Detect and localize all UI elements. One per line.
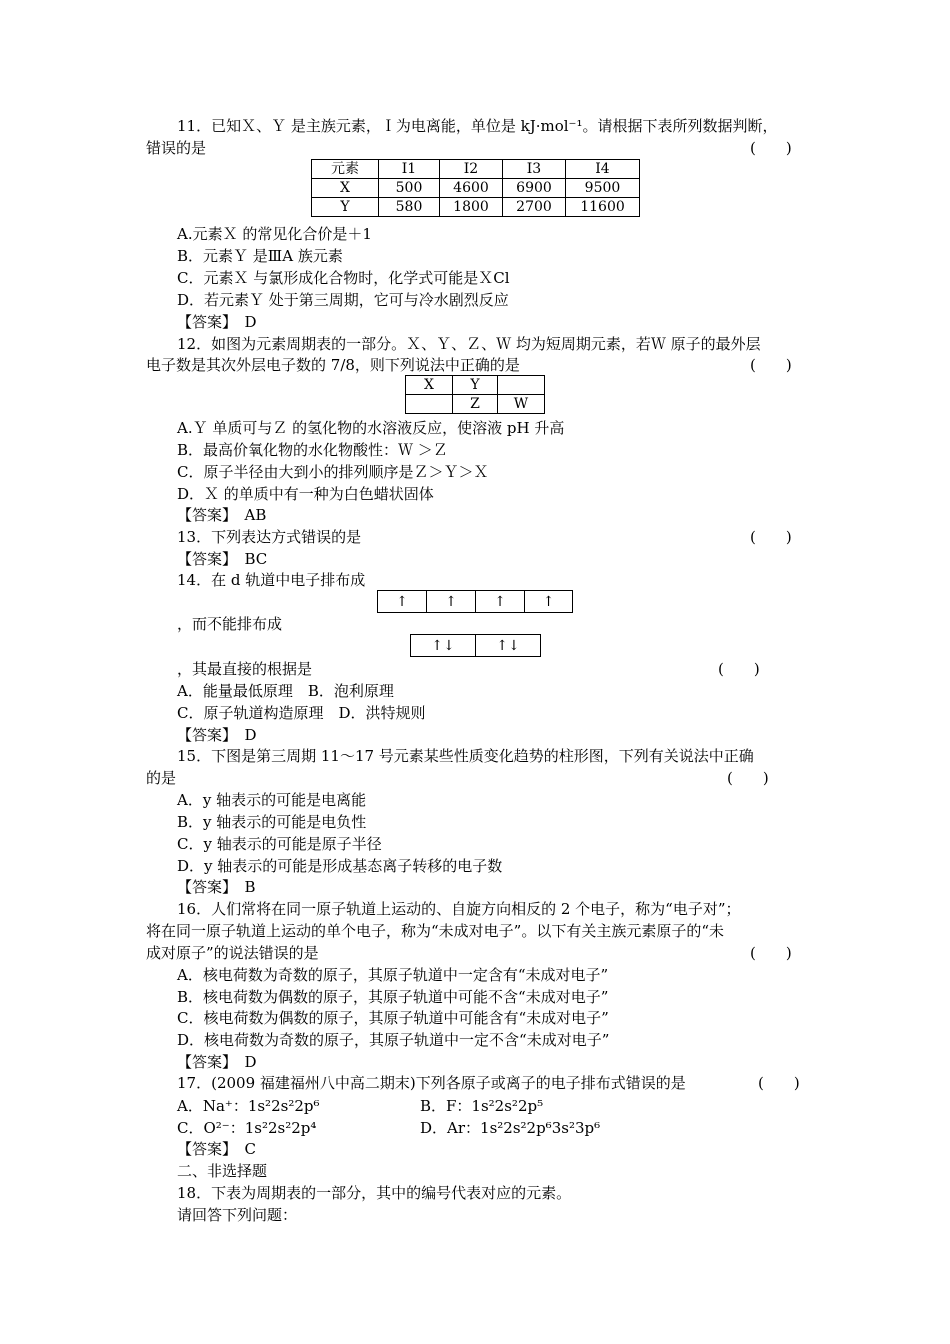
q12-option-a: A.Ｙ 单质可与Ｚ 的氢化物的水溶液反应，使溶液 pH 升高 xyxy=(177,419,565,437)
q17-stem: 17．(2009 福建福州八中高二期末)下列各原子或离子的电子排布式错误的是 xyxy=(177,1074,686,1092)
q12-option-b: B．最高价氧化物的水化物酸性：Ｗ ＞Ｚ xyxy=(177,441,448,459)
table-cell: X xyxy=(406,376,453,395)
table-cell: 2700 xyxy=(503,198,566,217)
q15-option-c: C．y 轴表示的可能是原子半径 xyxy=(177,835,382,853)
q16-answer: 【答案】 D xyxy=(177,1053,257,1071)
q14-stem-line2: ，而不能排布成 xyxy=(177,615,283,633)
periodic-table-fragment xyxy=(405,375,545,414)
q17-answer-paren: ( ) xyxy=(758,1074,800,1092)
table-header-row xyxy=(312,160,640,179)
q18-stem-line1: 18．下表为周期表的一部分，其中的编号代表对应的元素。 xyxy=(177,1184,572,1202)
orbital-box: ↑ xyxy=(427,591,476,612)
table-row xyxy=(312,179,640,198)
orbital-box: ↑↓ xyxy=(411,635,476,656)
q15-stem-line2: 的是 xyxy=(146,769,177,787)
q17-answer: 【答案】 C xyxy=(177,1140,256,1158)
table-cell: W xyxy=(498,395,545,414)
table-header-cell: I4 xyxy=(566,160,640,179)
q16-option-b: B．核电荷数为偶数的原子，其原子轨道中可能不含“未成对电子” xyxy=(177,988,609,1006)
q16-option-a: A．核电荷数为奇数的原子，其原子轨道中一定含有“未成对电子” xyxy=(177,966,609,984)
q11-option-c: C．元素Ｘ 与氯形成化合物时，化学式可能是ＸCl xyxy=(177,269,510,287)
q18-stem-line2: 请回答下列问题： xyxy=(177,1206,298,1224)
q15-answer-paren: ( ) xyxy=(727,769,769,787)
table-row xyxy=(406,376,545,395)
table-cell: 580 xyxy=(379,198,440,217)
table-cell: 9500 xyxy=(566,179,640,198)
table-cell: 11600 xyxy=(566,198,640,217)
table-cell: 1800 xyxy=(440,198,503,217)
q16-option-d: D．核电荷数为奇数的原子，其原子轨道中一定不含“未成对电子” xyxy=(177,1031,610,1049)
table-cell: Y xyxy=(312,198,379,217)
q12-stem-line1: 12．如图为元素周期表的一部分。Ｘ、Ｙ、Ｚ、Ｗ 均为短周期元素，若Ｗ 原子的最外层 xyxy=(177,335,761,353)
q15-option-d: D．y 轴表示的可能是形成基态离子转移的电子数 xyxy=(177,857,503,875)
orbital-box: ↑ xyxy=(476,591,525,612)
q12-option-c: C．原子半径由大到小的排列顺序是Ｚ＞Ｙ＞Ｘ xyxy=(177,463,489,481)
q12-option-d: D．Ｘ 的单质中有一种为白色蜡状固体 xyxy=(177,485,434,503)
q15-stem-line1: 15．下图是第三周期 11～17 号元素某些性质变化趋势的柱形图，下列有关说法中正确 xyxy=(177,747,754,765)
q16-stem-line3: 成对原子”的说法错误的是 xyxy=(146,944,319,962)
q11-answer-paren: ( ) xyxy=(750,139,792,157)
q16-stem-line2: 将在同一原子轨道上运动的单个电子，称为“未成对电子”。以下有关主族元素原子的“未 xyxy=(146,922,725,940)
table-cell: 500 xyxy=(379,179,440,198)
orbital-box: ↑ xyxy=(542,593,555,610)
q17-option-b: B．F：1s²2s²2p⁵ xyxy=(420,1097,544,1115)
q15-option-a: A．y 轴表示的可能是电离能 xyxy=(177,791,367,809)
q14-stem-line1: 14．在 d 轨道中电子排布成 xyxy=(177,571,366,589)
q16-answer-paren: ( ) xyxy=(750,944,792,962)
q17-option-c: C．O²⁻：1s²2s²2p⁴ xyxy=(177,1119,317,1137)
q11-option-d: D．若元素Ｙ 处于第三周期，它可与冷水剧烈反应 xyxy=(177,291,509,309)
q13-answer-paren: ( ) xyxy=(750,528,792,546)
q16-option-c: C．核电荷数为偶数的原子，其原子轨道中可能含有“未成对电子” xyxy=(177,1009,609,1027)
q11-stem-line2: 错误的是 xyxy=(146,139,207,157)
q17-option-d: D．Ar：1s²2s²2p⁶3s²3p⁶ xyxy=(420,1119,601,1137)
ionization-energy-table xyxy=(311,159,640,217)
table-row xyxy=(406,395,545,414)
q12-answer-paren: ( ) xyxy=(750,356,792,374)
orbital-box: ↑↓ xyxy=(496,637,520,654)
table-cell xyxy=(498,376,545,395)
table-header-cell: I3 xyxy=(503,160,566,179)
q14-options-cd: C．原子轨道构造原理 D．洪特规则 xyxy=(177,704,426,722)
q16-stem-line1: 16．人们常将在同一原子轨道上运动的、自旋方向相反的 2 个电子，称为“电子对”； xyxy=(177,900,741,918)
section-heading: 二、非选择题 xyxy=(177,1162,268,1180)
table-cell: Z xyxy=(453,395,498,414)
q17-option-a: A．Na⁺：1s²2s²2p⁶ xyxy=(177,1097,320,1115)
q15-option-b: B．y 轴表示的可能是电负性 xyxy=(177,813,367,831)
orbital-boxes-valid xyxy=(377,590,573,613)
q11-option-a: A.元素Ｘ 的常见化合价是＋1 xyxy=(177,225,372,243)
q13-answer: 【答案】 BC xyxy=(177,550,268,568)
table-header-cell: I2 xyxy=(440,160,503,179)
orbital-boxes-invalid xyxy=(410,634,541,657)
q12-answer: 【答案】 AB xyxy=(177,506,267,524)
orbital-box: ↑ xyxy=(378,591,427,612)
q14-stem-line3: ，其最直接的根据是 xyxy=(177,660,313,678)
q13-stem: 13．下列表达方式错误的是 xyxy=(177,528,362,546)
table-cell: 4600 xyxy=(440,179,503,198)
q11-answer: 【答案】 D xyxy=(177,313,257,331)
table-cell: 6900 xyxy=(503,179,566,198)
q11-option-b: B．元素Ｙ 是ⅢA 族元素 xyxy=(177,247,343,265)
table-cell xyxy=(406,395,453,414)
table-row xyxy=(312,198,640,217)
table-header-cell: 元素 xyxy=(312,160,379,179)
q14-options-ab: A．能量最低原理 B．泡利原理 xyxy=(177,682,394,700)
q15-answer: 【答案】 B xyxy=(177,878,256,896)
q14-answer: 【答案】 D xyxy=(177,726,257,744)
table-cell: Y xyxy=(453,376,498,395)
q14-answer-paren: ( ) xyxy=(718,660,760,678)
q12-stem-line2: 电子数是其次外层电子数的 7/8，则下列说法中正确的是 xyxy=(146,356,520,374)
table-header-cell: I1 xyxy=(379,160,440,179)
q11-stem-line1: 11．已知Ｘ、Ｙ 是主族元素，Ｉ为电离能，单位是 kJ·mol⁻¹。请根据下表所列数据判断， xyxy=(177,117,778,135)
table-cell: X xyxy=(312,179,379,198)
